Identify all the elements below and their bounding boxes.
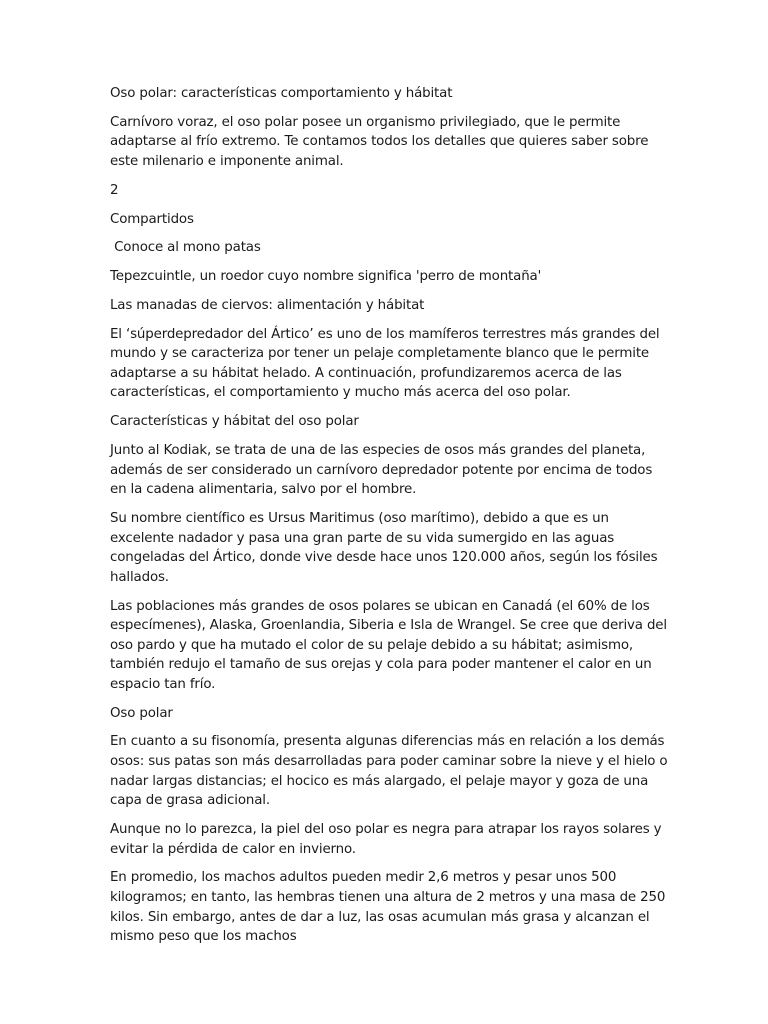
body-paragraph: Las poblaciones más grandes de osos polares se ubican en Canadá (el 60% de los especímenes), Alaska, Groenlandia, Siberia e Isla de Wrangel. Se cree que deriva del oso pardo y que ha mutado el color de su pelaje debido a su hábitat; asimismo, también redujo el tamaño de sus orejas y cola para poder mantener el calor en un espacio tan frío.	[110, 598, 667, 692]
body-paragraph: Su nombre científico es Ursus Maritimus (oso marítimo), debido a que es un excelente nadador y pasa una gran parte de su vida sumergido en las aguas congeladas del Ártico, donde vive desde hace unos 120.000 años, según los fósiles hallados.	[110, 510, 658, 585]
body-paragraph: En promedio, los machos adultos pueden medir 2,6 metros y pesar unos 500 kilogramos; en tanto, las hembras tienen una altura de 2 metros y una masa de 250 kilos. Sin embargo, antes de dar a luz, las osas acumulan más grasa y alcanzan el mismo peso que los machos	[110, 870, 666, 945]
body-paragraph: En cuanto a su fisonomía, presenta algunas diferencias más en relación a los demás osos: sus patas son más desarrolladas para poder caminar sobre la nieve y el hielo o nadar largas distancias; el hocico es más alargado, el pelaje mayor y goza de una capa de grasa adicional.	[110, 734, 668, 809]
share-count: 2	[110, 182, 119, 198]
body-paragraph: El ‘súperdepredador del Ártico’ es uno de los mamíferos terrestres más grandes del mundo y se caracteriza por tener un pelaje completamente blanco que le permite adaptarse a su hábitat helado. A continuación, profundizaremos acerca de las características, el comportamiento y mucho más acerca del oso polar.	[110, 326, 660, 401]
body-paragraph: Aunque no lo parezca, la piel del oso polar es negra para atrapar los rayos solares y evitar la pérdida de calor en invierno.	[110, 822, 662, 857]
share-label: Compartidos	[110, 211, 194, 227]
section-heading: Oso polar	[110, 705, 173, 721]
related-link-ciervos: Las manadas de ciervos: alimentación y hábitat	[110, 297, 425, 313]
section-heading: Características y hábitat del oso polar	[110, 414, 359, 430]
related-link-tepezcuintle: Tepezcuintle, un roedor cuyo nombre significa 'perro de montaña'	[110, 269, 542, 285]
intro-paragraph: Carnívoro voraz, el oso polar posee un organismo privilegiado, que le permite adaptarse al frío extremo. Te contamos todos los detalles que quieres saber sobre este milenario e imponente animal.	[110, 114, 649, 169]
document-title: Oso polar: características comportamiento y hábitat	[110, 86, 453, 101]
body-paragraph: Junto al Kodiak, se trata de una de las especies de osos más grandes del planeta, además de ser considerado un carnívoro depredador potente por encima de todos en la cadena alimentaria, salvo por el hombre.	[110, 443, 653, 498]
document-body	[110, 84, 670, 956]
related-link-mono-patas: Conoce al mono patas	[110, 240, 261, 256]
